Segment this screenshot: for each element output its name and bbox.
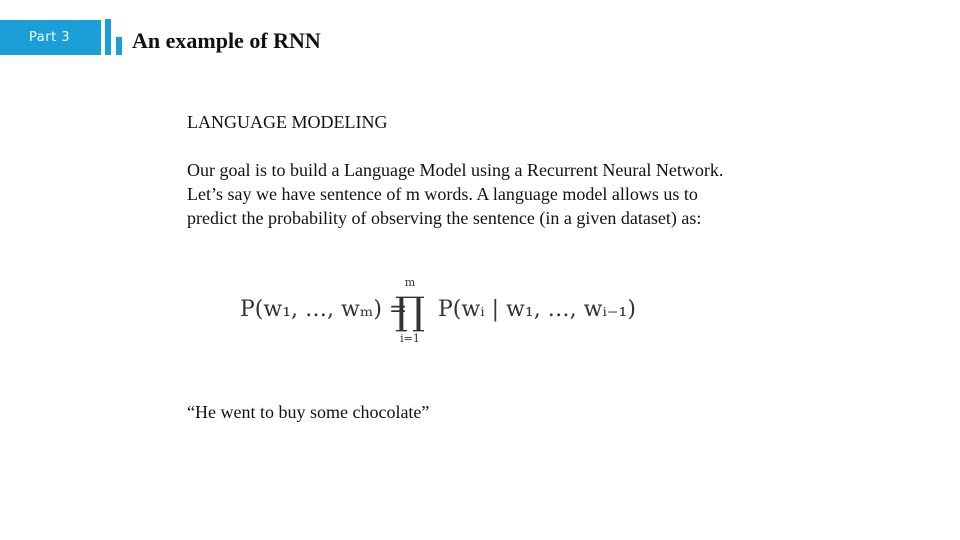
probability-formula — [238, 272, 638, 348]
body-paragraph: Our goal is to build a Language Model using a Recurrent Neural Network. Let’s say we have sentence of m words. A language model allows us to predict the probability of observing the sentence (in a given dataset) as: — [187, 160, 724, 228]
section-heading: LANGUAGE MODELING — [187, 112, 388, 132]
formula-lhs: P(w₁, …, wₘ) = — [240, 297, 408, 322]
accent-bar-short — [116, 37, 122, 55]
formula-product-upper: m — [404, 276, 416, 289]
example-sentence: “He went to buy some chocolate” — [187, 402, 430, 422]
formula-rhs: P(wᵢ | w₁, …, wᵢ₋₁) — [438, 297, 636, 322]
section-tab — [0, 20, 101, 55]
section-label: Part 3 — [29, 30, 71, 45]
slide-title: An example of RNN — [132, 28, 321, 53]
formula-product-symbol: ∏ — [394, 289, 426, 333]
formula-product-lower: i=1 — [400, 332, 420, 345]
accent-bar-tall — [105, 19, 111, 55]
